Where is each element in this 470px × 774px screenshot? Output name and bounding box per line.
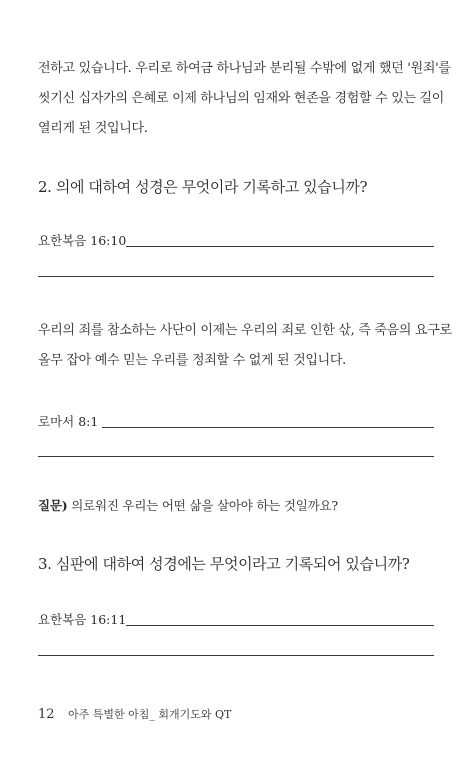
answer-line[interactable] xyxy=(126,246,434,247)
romans-reference: 로마서 8:1 xyxy=(38,414,99,429)
paragraph-2 xyxy=(38,316,452,376)
intro-paragraph xyxy=(38,54,451,144)
question-2-heading: 2. 의에 대하여 성경은 무엇이라 기록하고 있습니까? xyxy=(38,178,368,196)
page-number: 12 xyxy=(38,707,55,722)
text-line: 전하고 있습니다. 우리로 하여금 하나님과 분리될 수밖에 없게 했던 '원죄'를 xyxy=(38,61,451,76)
discussion-text: 의로워진 우리는 어떤 삶을 살아야 하는 것일까요? xyxy=(71,498,338,513)
book-title: 아주 특별한 아침_ 회개기도와 QT xyxy=(68,708,232,721)
answer-line[interactable] xyxy=(102,427,434,428)
question-3-heading: 3. 심판에 대하여 성경에는 무엇이라고 기록되어 있습니까? xyxy=(38,555,410,573)
answer-line[interactable] xyxy=(38,276,434,277)
discussion-label: 질문) xyxy=(38,498,68,513)
answer-line[interactable] xyxy=(38,655,434,656)
text-line: 열리게 된 것입니다. xyxy=(38,121,148,136)
discussion-question xyxy=(38,496,338,514)
question-2-reference: 요한복음 16:10 xyxy=(38,233,127,248)
answer-line[interactable] xyxy=(126,625,434,626)
text-line: 우리의 죄를 참소하는 사단이 이제는 우리의 죄로 인한 삯, 즉 죽음의 요구로 xyxy=(38,323,452,338)
text-line: 씻기신 십자가의 은혜로 이제 하나님의 임재와 현존을 경험할 수 있는 길이 xyxy=(38,91,445,106)
text-line: 올무 잡아 예수 믿는 우리를 정죄할 수 없게 된 것입니다. xyxy=(38,353,346,368)
page-footer xyxy=(38,706,231,722)
question-3-reference: 요한복음 16:11 xyxy=(38,612,127,627)
answer-line[interactable] xyxy=(38,456,434,457)
